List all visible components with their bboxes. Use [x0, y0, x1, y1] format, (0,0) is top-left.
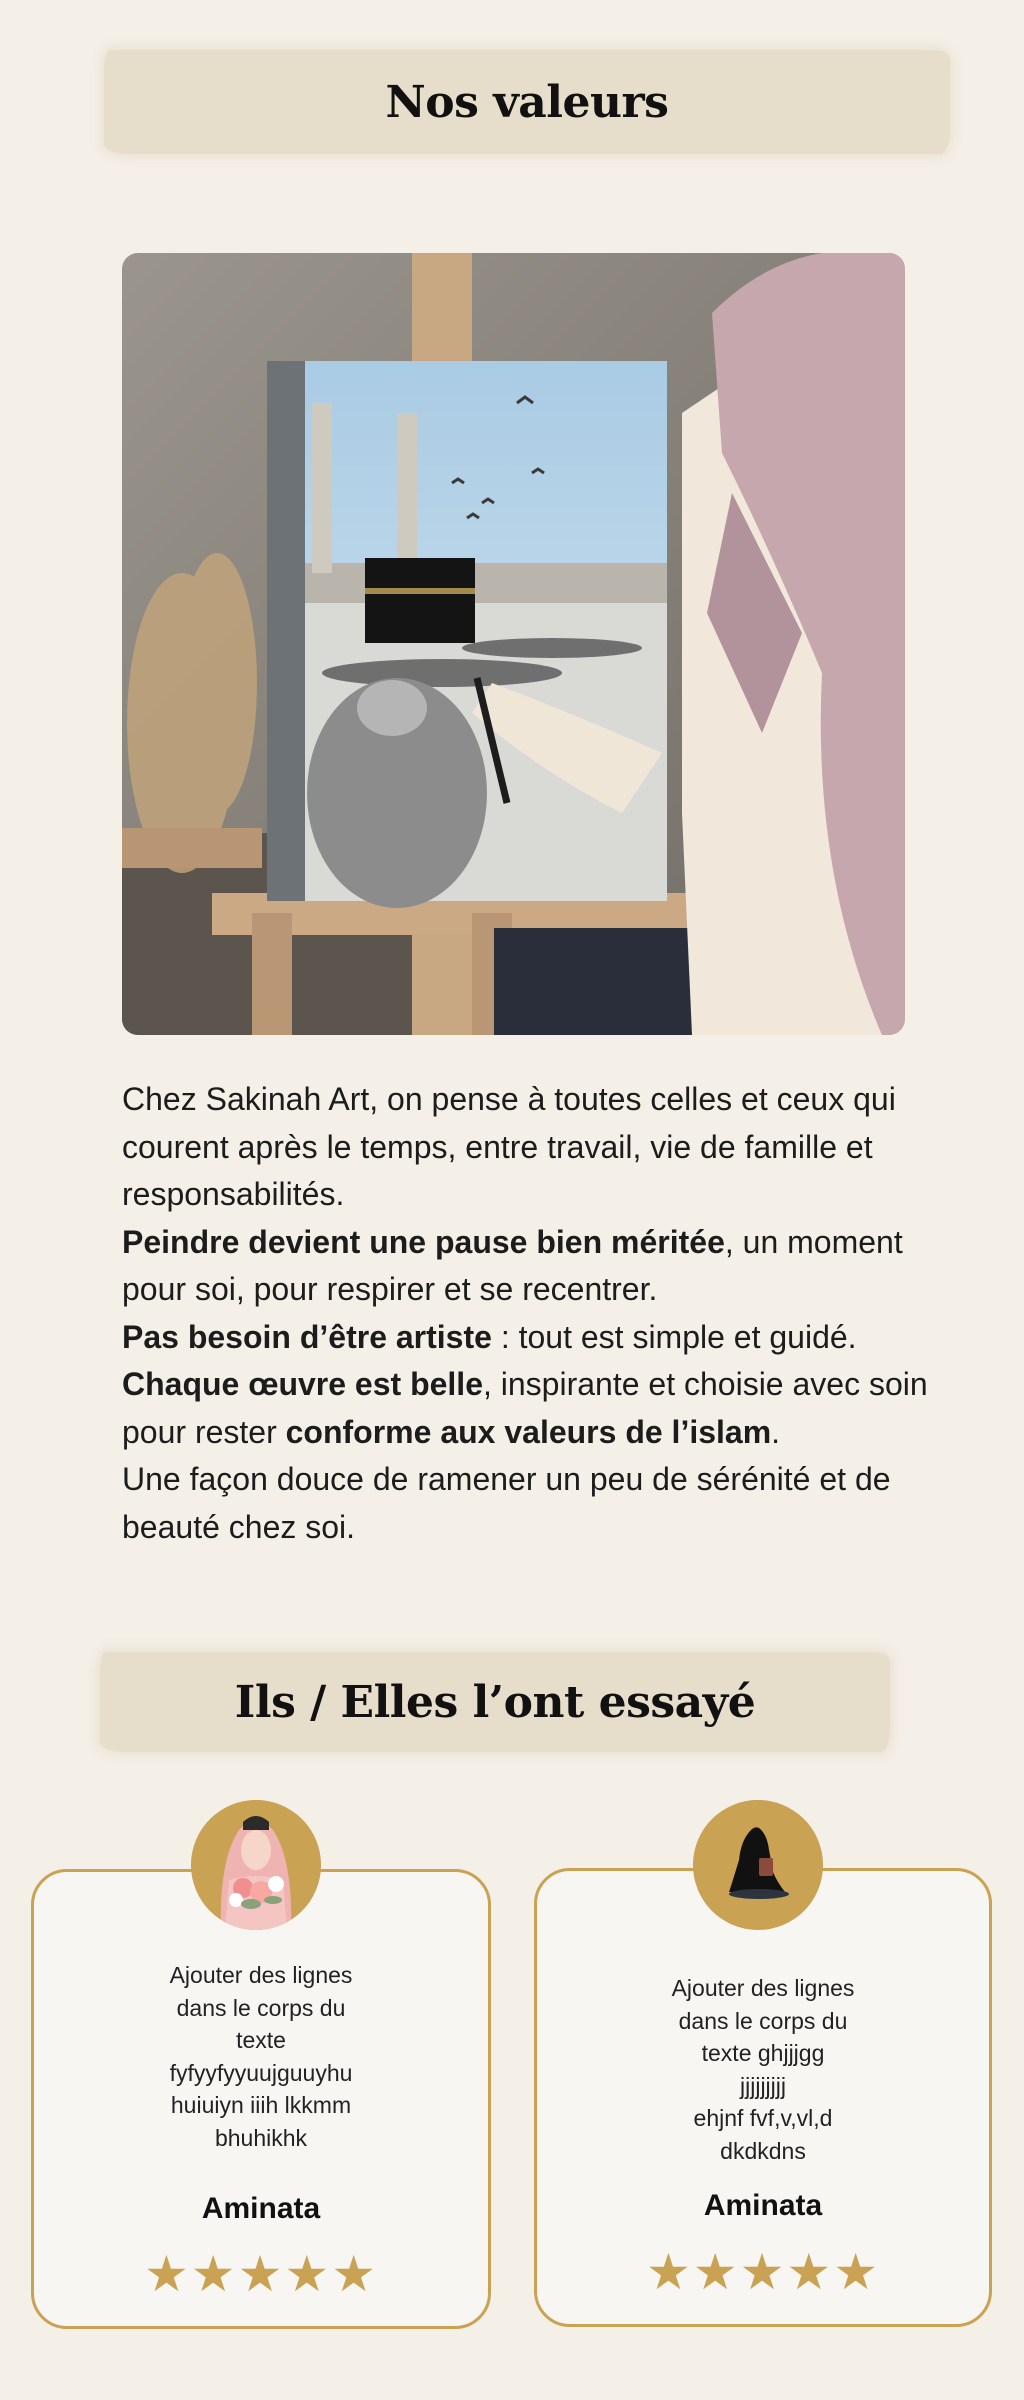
review-line: ehjnf fvf,v,vl,d	[693, 2105, 833, 2131]
values-text-segment: : tout est simple et guidé.	[491, 1318, 857, 1355]
review-line: Ajouter des lignes	[671, 1975, 855, 2001]
review-line: dkdkdns	[720, 2137, 806, 2164]
testimonial-card	[534, 1868, 992, 2327]
values-title: Nos valeurs	[385, 76, 669, 128]
values-banner	[104, 50, 950, 154]
review-line: huiuiyn iiih lkkmm	[170, 2092, 352, 2118]
review-line: dans le corps du	[176, 1994, 346, 2021]
testimonials-banner	[100, 1652, 890, 1752]
review-line: texte	[236, 2027, 286, 2053]
values-text-segment: , inspirante et choisie avec soin pour rester	[122, 1366, 928, 1450]
review-line: texte ghjjjgg	[701, 2040, 825, 2066]
star-rating: ★★★★★	[645, 2244, 881, 2300]
testimonials-title: Ils / Elles l’ont essayé	[234, 1676, 756, 1728]
review-line: Ajouter des lignes	[169, 1962, 353, 1988]
values-text-segment: Une façon douce de ramener un peu de sérénité et de beauté chez soi.	[122, 1461, 891, 1545]
star-rating: ★★★★★	[143, 2246, 379, 2302]
review-line: dans le corps du	[678, 2007, 848, 2034]
review-line: fyfyyfyyuujguuyhu	[169, 2059, 353, 2086]
values-text-segment: , un moment pour soi, pour respirer et se recentrer.	[122, 1223, 903, 1307]
testimonial-card	[31, 1869, 491, 2329]
hero-image	[122, 253, 905, 1035]
testimonial-author: Aminata	[703, 2189, 823, 2222]
values-text-highlight: Pas besoin d’être artiste	[122, 1318, 492, 1355]
painting-photo-illustration	[122, 253, 905, 1035]
values-text-highlight: Peindre devient une pause bien méritée	[122, 1223, 725, 1260]
praying-woman-avatar-icon	[693, 1800, 823, 1930]
hijab-woman-avatar-icon	[191, 1800, 321, 1930]
values-text-highlight: conforme aux valeurs de l’islam	[285, 1413, 772, 1450]
values-text-highlight: Chaque œuvre est belle	[122, 1366, 483, 1402]
values-description	[122, 1076, 942, 1551]
testimonial-text	[34, 1959, 488, 2154]
values-text-segment: Chez Sakinah Art, on pense à toutes celles et ceux qui courent après le temps, entre travail, vie de famille et responsabilités.	[122, 1081, 896, 1212]
review-line: bhuhikhk	[214, 2124, 308, 2151]
testimonial-text	[537, 1972, 989, 2167]
values-text-segment: .	[771, 1413, 781, 1450]
review-line: jjjjjjjjj	[740, 2072, 786, 2099]
testimonial-author: Aminata	[201, 2192, 321, 2225]
